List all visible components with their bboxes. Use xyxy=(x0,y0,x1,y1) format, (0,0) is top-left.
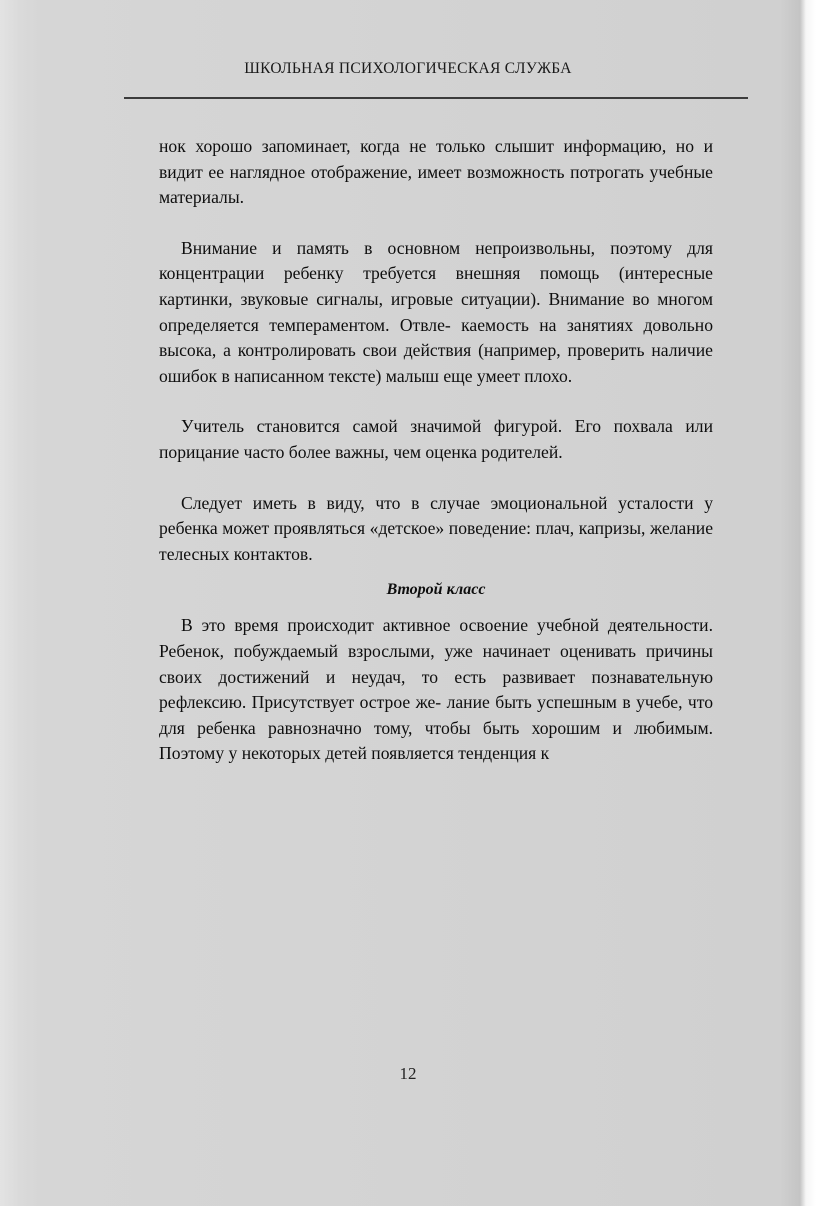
header-rule xyxy=(124,97,748,99)
page-body xyxy=(159,134,713,792)
paragraph-teacher: Учитель становится самой значимой фигурой. Его похвала или порицание часто более важны, чем оценка родителей. xyxy=(159,416,713,462)
section-heading: Второй класс xyxy=(386,581,486,599)
paragraph-fatigue: Следует иметь в виду, что в случае эмоциональной усталости у ребенка может проявляться «детское» поведение: плач, капризы, желание телесных контактов. xyxy=(159,492,713,564)
paragraph-continued: нок хорошо запоминает, когда не только слышит информацию, но и видит ее наглядное отображение, имеет возможность потрогать учебные материалы. xyxy=(159,136,713,208)
page-number: 12 xyxy=(399,1064,417,1083)
running-header: ШКОЛЬНАЯ ПСИХОЛОГИЧЕСКАЯ СЛУЖБА xyxy=(244,60,572,77)
paragraph-second-grade: В это время происходит активное освоение учебной деятельности. Ребенок, побуждаемый взрослыми, уже начинает оценивать причины своих достижений и неудач, то есть развивает познавательную рефлексию. Присутствует острое же- лание быть успешным в учебе, что для ребенка равнозначно тому, чтобы быть хорошим и любимым. Поэтому у некоторых детей появляется тенденция к xyxy=(159,615,713,764)
paragraph-attention: Внимание и память в основном непроизвольны, поэтому для концентрации ребенку требуется внешняя помощь (интересные картинки, звуковые сигналы, игровые ситуации). Внимание во многом определяется темпераментом. Отвле- каемость на занятиях довольно высока, а контролировать свои действия (например, проверить наличие ошибок в написанном тексте) малыш еще умеет плохо. xyxy=(159,237,713,386)
